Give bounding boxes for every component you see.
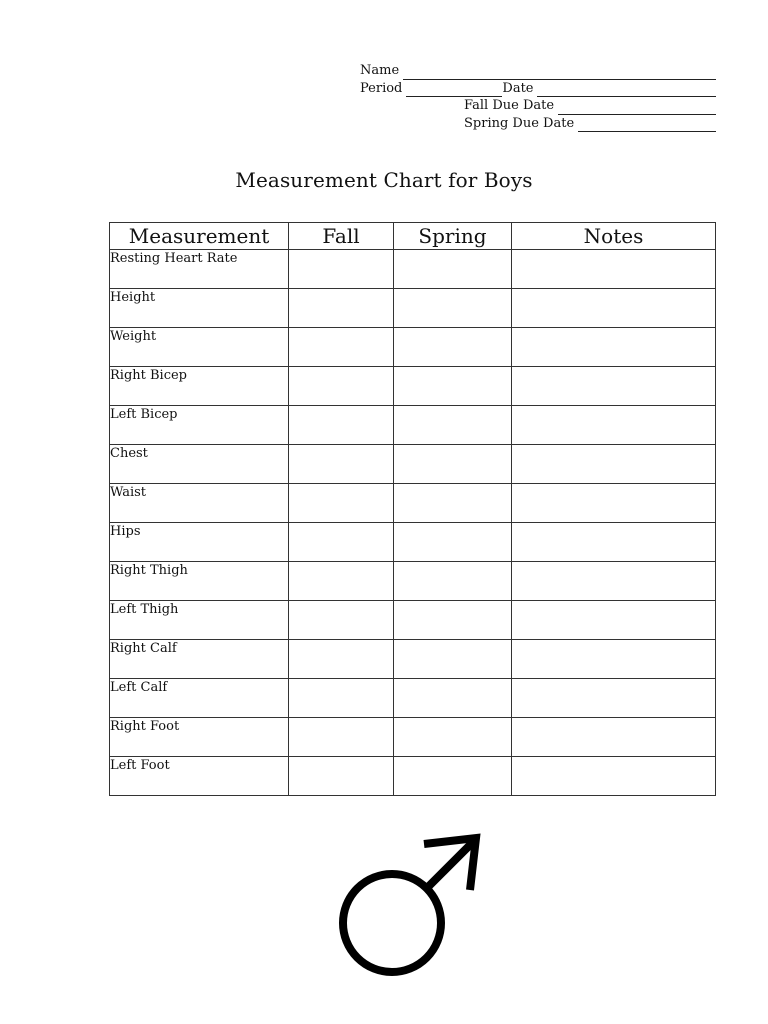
measurement-label: Left Bicep <box>110 406 289 445</box>
table-row <box>110 640 716 679</box>
fall-cell[interactable] <box>289 757 394 796</box>
table-row <box>110 562 716 601</box>
spring-cell[interactable] <box>394 367 512 406</box>
date-label: Date <box>502 80 534 96</box>
spring-cell[interactable] <box>394 484 512 523</box>
fall-cell[interactable] <box>289 367 394 406</box>
notes-cell[interactable] <box>512 679 716 718</box>
male-symbol-icon <box>336 830 486 980</box>
notes-cell[interactable] <box>512 757 716 796</box>
notes-cell[interactable] <box>512 367 716 406</box>
notes-cell[interactable] <box>512 445 716 484</box>
column-header-fall: Fall <box>289 223 394 250</box>
notes-cell[interactable] <box>512 289 716 328</box>
notes-cell[interactable] <box>512 718 716 757</box>
spring-due-label: Spring Due Date <box>464 115 575 131</box>
spring-due-blank[interactable] <box>578 119 716 132</box>
fall-due-blank[interactable] <box>558 102 716 115</box>
measurement-label: Left Calf <box>110 679 289 718</box>
spring-cell[interactable] <box>394 640 512 679</box>
fall-cell[interactable] <box>289 250 394 289</box>
measurement-label: Hips <box>110 523 289 562</box>
period-label: Period <box>360 80 403 96</box>
page-title: Measurement Chart for Boys <box>235 168 533 192</box>
name-blank[interactable] <box>403 67 716 80</box>
period-date-field[interactable] <box>360 80 716 98</box>
date-blank[interactable] <box>537 84 716 97</box>
table-row <box>110 484 716 523</box>
table-row <box>110 406 716 445</box>
fall-due-field[interactable] <box>360 97 716 115</box>
fall-cell[interactable] <box>289 445 394 484</box>
fall-cell[interactable] <box>289 484 394 523</box>
column-header-notes: Notes <box>512 223 716 250</box>
measurement-label: Right Thigh <box>110 562 289 601</box>
spring-cell[interactable] <box>394 601 512 640</box>
spring-cell[interactable] <box>394 562 512 601</box>
spring-cell[interactable] <box>394 445 512 484</box>
measurement-label: Right Bicep <box>110 367 289 406</box>
measurement-label: Left Foot <box>110 757 289 796</box>
fall-cell[interactable] <box>289 328 394 367</box>
spring-cell[interactable] <box>394 679 512 718</box>
spring-cell[interactable] <box>394 523 512 562</box>
fall-cell[interactable] <box>289 718 394 757</box>
measurement-label: Weight <box>110 328 289 367</box>
notes-cell[interactable] <box>512 328 716 367</box>
measurement-label: Height <box>110 289 289 328</box>
spring-cell[interactable] <box>394 406 512 445</box>
spring-cell[interactable] <box>394 289 512 328</box>
table-row <box>110 523 716 562</box>
table-header-row <box>110 223 716 250</box>
column-header-measurement: Measurement <box>110 223 289 250</box>
table-row <box>110 601 716 640</box>
notes-cell[interactable] <box>512 562 716 601</box>
table-row <box>110 328 716 367</box>
table-row <box>110 367 716 406</box>
table-body <box>110 250 716 796</box>
name-field[interactable] <box>360 62 716 80</box>
spring-cell[interactable] <box>394 328 512 367</box>
notes-cell[interactable] <box>512 406 716 445</box>
fall-cell[interactable] <box>289 562 394 601</box>
table-row <box>110 679 716 718</box>
fall-cell[interactable] <box>289 523 394 562</box>
measurement-label: Right Foot <box>110 718 289 757</box>
period-blank[interactable] <box>406 84 502 97</box>
spring-cell[interactable] <box>394 757 512 796</box>
measurement-table <box>109 222 716 796</box>
spring-due-field[interactable] <box>360 115 716 133</box>
spring-cell[interactable] <box>394 718 512 757</box>
measurement-label: Waist <box>110 484 289 523</box>
table-row <box>110 250 716 289</box>
header-fields <box>360 62 716 132</box>
table-row <box>110 289 716 328</box>
notes-cell[interactable] <box>512 484 716 523</box>
fall-cell[interactable] <box>289 601 394 640</box>
notes-cell[interactable] <box>512 250 716 289</box>
fall-cell[interactable] <box>289 289 394 328</box>
notes-cell[interactable] <box>512 640 716 679</box>
notes-cell[interactable] <box>512 523 716 562</box>
measurement-label: Chest <box>110 445 289 484</box>
measurement-label: Right Calf <box>110 640 289 679</box>
measurement-label: Resting Heart Rate <box>110 250 289 289</box>
notes-cell[interactable] <box>512 601 716 640</box>
table-row <box>110 757 716 796</box>
fall-cell[interactable] <box>289 640 394 679</box>
table-row <box>110 718 716 757</box>
column-header-spring: Spring <box>394 223 512 250</box>
spring-cell[interactable] <box>394 250 512 289</box>
name-label: Name <box>360 63 400 78</box>
table-row <box>110 445 716 484</box>
fall-due-label: Fall Due Date <box>464 98 555 113</box>
fall-cell[interactable] <box>289 406 394 445</box>
fall-cell[interactable] <box>289 679 394 718</box>
measurement-label: Left Thigh <box>110 601 289 640</box>
